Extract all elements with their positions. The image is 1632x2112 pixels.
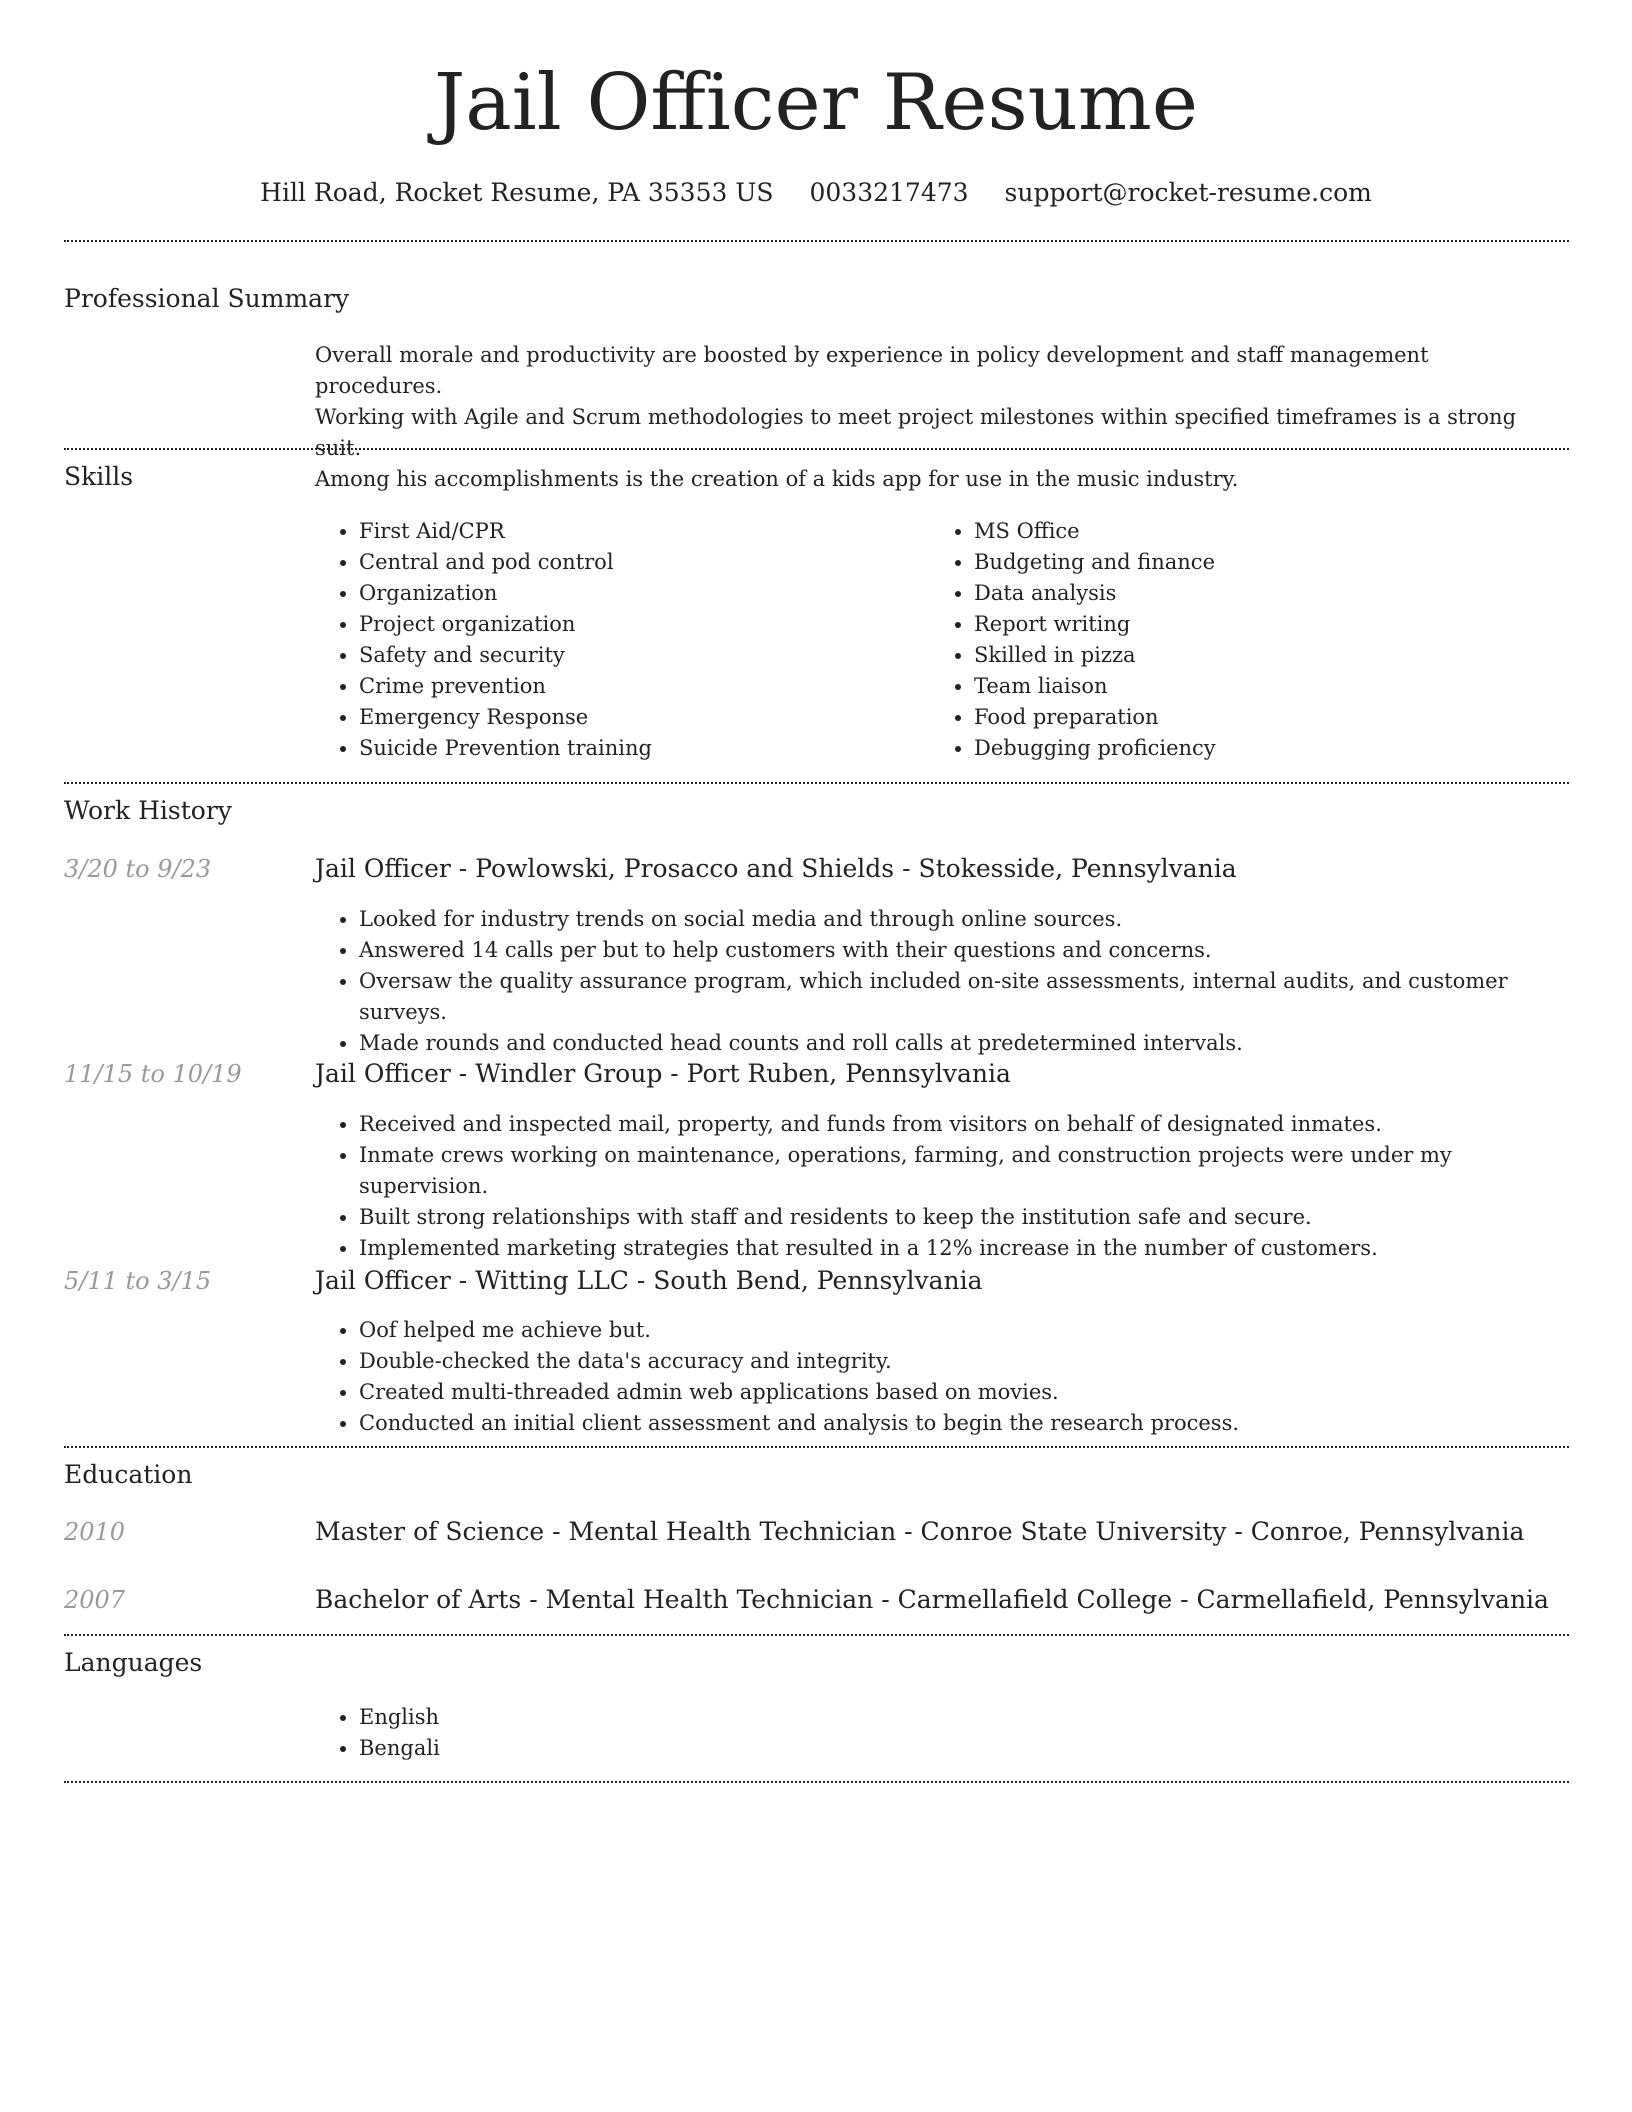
skill-item: • MS Office [974,516,1490,547]
languages-list [315,1702,1565,1764]
section-divider [64,1634,1569,1636]
summary-heading: Professional Summary [64,284,350,313]
job-bullet: • Inmate crews working on maintenance, operations, farming, and construction projects were under my supervision. [359,1140,1565,1202]
language-item: • English [359,1702,1565,1733]
skill-item: • Skilled in pizza [974,640,1490,671]
job-bullet: • Built strong relationships with staff and residents to keep the institution safe and secure. [359,1202,1565,1233]
job-dates: 11/15 to 10/19 [64,1060,242,1088]
job-title: Jail Officer - Witting LLC - South Bend, Pennsylvania [315,1266,983,1295]
language-item: • Bengali [359,1733,1565,1764]
summary-line: Among his accomplishments is the creation of a kids app for use in the music industry. [315,467,1239,491]
skills-heading: Skills [64,462,134,491]
section-divider [64,782,1569,784]
education-year: 2007 [64,1586,126,1614]
job-bullets [315,1315,1565,1439]
skill-item: • Emergency Response [359,702,875,733]
skill-item: • Debugging proficiency [974,733,1490,764]
work-history-heading: Work History [64,796,232,825]
job-bullet: • Implemented marketing strategies that resulted in a 12% increase in the number of customers. [359,1233,1565,1264]
summary-text [315,340,1555,495]
education-heading: Education [64,1460,193,1489]
contact-line [0,178,1632,207]
skills-left-column [315,516,875,764]
job-bullet: • Conducted an initial client assessment and analysis to begin the research process. [359,1408,1565,1439]
section-divider [64,240,1569,242]
job-bullet: • Double-checked the data's accuracy and integrity. [359,1346,1565,1377]
skill-item: • Crime prevention [359,671,875,702]
job-bullets [315,904,1565,1059]
skill-item: • Project organization [359,609,875,640]
job-dates: 3/20 to 9/23 [64,855,212,883]
skill-item: • Organization [359,578,875,609]
job-bullet: • Created multi-threaded admin web applications based on movies. [359,1377,1565,1408]
education-year: 2010 [64,1518,126,1546]
skill-item: • Report writing [974,609,1490,640]
contact-email: support@rocket-resume.com [1004,178,1372,207]
job-bullet: • Oof helped me achieve but. [359,1315,1565,1346]
job-bullet: • Answered 14 calls per but to help customers with their questions and concerns. [359,935,1565,966]
summary-line: Working with Agile and Scrum methodologies to meet project milestones within specified timeframes is a strong suit. [315,405,1517,460]
job-title: Jail Officer - Windler Group - Port Ruben, Pennsylvania [315,1059,1011,1088]
skill-item: • Central and pod control [359,547,875,578]
contact-phone: 0033217473 [809,178,969,207]
job-dates: 5/11 to 3/15 [64,1267,212,1295]
job-bullet: • Looked for industry trends on social media and through online sources. [359,904,1565,935]
skills-right-column [930,516,1490,764]
skill-item: • First Aid/CPR [359,516,875,547]
education-title: Bachelor of Arts - Mental Health Technician - Carmellafield College - Carmellafield, Pennsylvania [315,1585,1549,1614]
job-bullet: • Oversaw the quality assurance program, which included on-site assessments, internal audits, and customer surveys. [359,966,1565,1028]
job-bullet: • Received and inspected mail, property, and funds from visitors on behalf of designated inmates. [359,1109,1565,1140]
skill-item: • Budgeting and finance [974,547,1490,578]
languages-heading: Languages [64,1648,203,1677]
job-title: Jail Officer - Powlowski, Prosacco and Shields - Stokesside, Pennsylvania [315,854,1237,883]
skill-item: • Food preparation [974,702,1490,733]
job-bullet: • Made rounds and conducted head counts and roll calls at predetermined intervals. [359,1028,1565,1059]
section-divider [64,1781,1569,1783]
skill-item: • Suicide Prevention training [359,733,875,764]
resume-title: Jail Officer Resume [434,58,1198,148]
skill-item: • Team liaison [974,671,1490,702]
section-divider [64,448,1569,450]
resume-header [0,0,1632,207]
skill-item: • Data analysis [974,578,1490,609]
education-title: Master of Science - Mental Health Technician - Conroe State University - Conroe, Pennsylvania [315,1517,1525,1546]
skill-item: • Safety and security [359,640,875,671]
job-bullets [315,1109,1565,1264]
summary-line: Overall morale and productivity are boosted by experience in policy development and staff management procedures. [315,343,1429,398]
section-divider [64,1446,1569,1448]
contact-address: Hill Road, Rocket Resume, PA 35353 US [260,178,774,207]
